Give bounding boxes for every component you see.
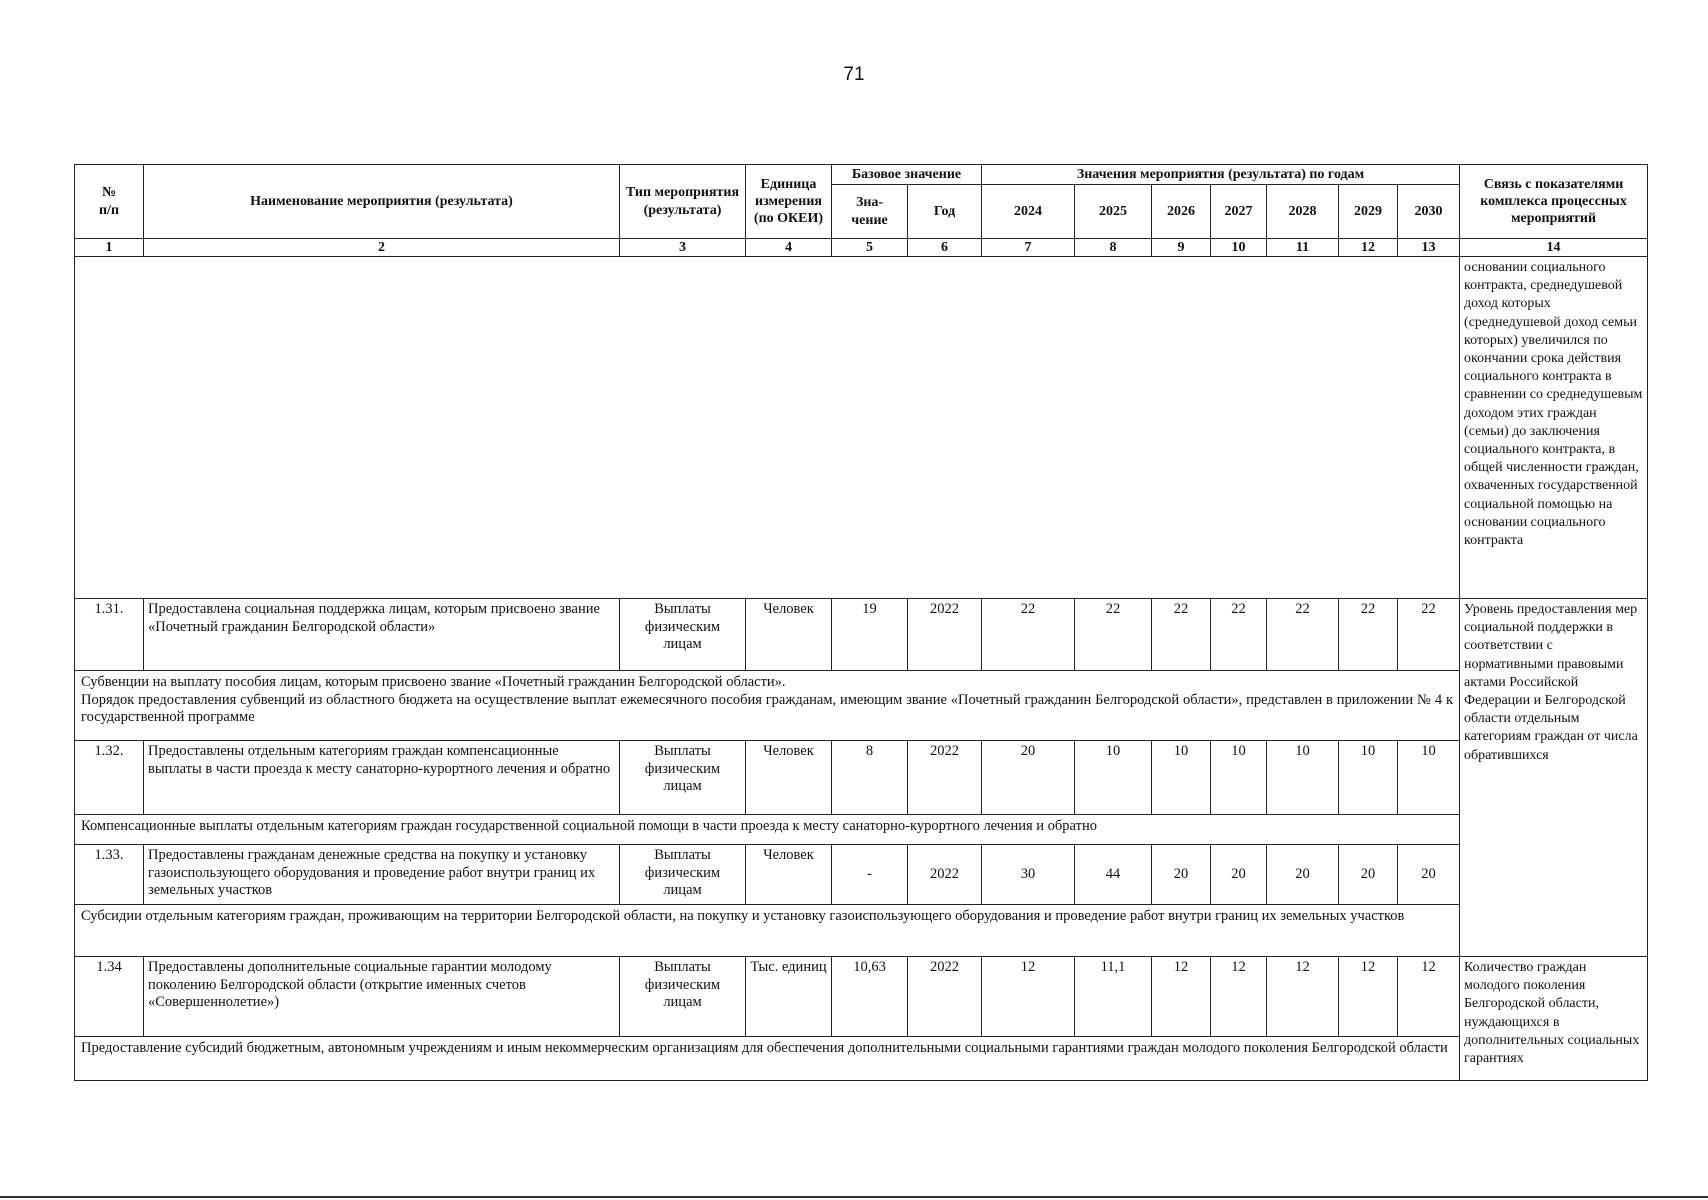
row-num: 1.34 [75, 957, 144, 1037]
row-base-year: 2022 [908, 741, 982, 815]
column-number: 13 [1398, 239, 1460, 257]
row-name: Предоставлены дополнительные социальные гарантии молодому поколению Белгородской области (открытие именных счетов «Совершеннолетие») [144, 957, 620, 1037]
row-value: 22 [1211, 599, 1267, 671]
header-years-group: Значения мероприятия (результата) по годам [982, 165, 1460, 185]
column-number: 3 [620, 239, 746, 257]
row-value: 20 [1267, 845, 1339, 905]
row-value: 10 [1267, 741, 1339, 815]
column-number: 9 [1152, 239, 1211, 257]
row-value: 22 [1339, 599, 1398, 671]
header-year: 2028 [1267, 185, 1339, 239]
header-base-year: Год [908, 185, 982, 239]
row-base-year: 2022 [908, 957, 982, 1037]
column-number: 7 [982, 239, 1075, 257]
header-year: 2027 [1211, 185, 1267, 239]
row-unit: Человек [746, 599, 832, 671]
row-name: Предоставлена социальная поддержка лицам, которым присвоено звание «Почетный гражданин Белгородской области» [144, 599, 620, 671]
table-row [75, 845, 1648, 905]
header-year: 2026 [1152, 185, 1211, 239]
column-number: 10 [1211, 239, 1267, 257]
row-value: 30 [982, 845, 1075, 905]
row-name: Предоставлены отдельным категориям граждан компенсационные выплаты в части проезда к месту санаторно-курортного лечения и обратно [144, 741, 620, 815]
column-number: 8 [1075, 239, 1152, 257]
row-description: Предоставление субсидий бюджетным, автономным учреждениям и иным некоммерческим организациям для обеспечения дополнительными социальными гарантиями граждан молодого поколения Белгородской области [75, 1037, 1460, 1081]
column-number: 2 [144, 239, 620, 257]
row-value: 22 [1075, 599, 1152, 671]
row-base-value: - [832, 845, 908, 905]
header-name: Наименование мероприятия (результата) [144, 165, 620, 239]
row-value: 10 [1211, 741, 1267, 815]
row-type: Выплаты физическим лицам [620, 957, 746, 1037]
link-group-2: Количество граждан молодого поколения Белгородской области, нуждающихся в дополнительных социальных гарантиях [1460, 957, 1648, 1081]
row-value: 44 [1075, 845, 1152, 905]
row-description: Компенсационные выплаты отдельным категориям граждан государственной социальной помощи в части проезда к месту санаторно-курортного лечения и обратно [75, 815, 1460, 845]
header-year: 2029 [1339, 185, 1398, 239]
blank-area [75, 257, 1460, 599]
link-continued: основании социального контракта, среднедушевой доход которых (среднедушевой доход семьи которых) увеличился по окончании срока действия социального контракта в сравнении со среднедушевым доходом этих граждан (семьи) до заключения социального контракта, в общей численности граждан, охваченных государственной социальной помощью на основании социального контракта [1460, 257, 1648, 599]
row-value: 20 [1398, 845, 1460, 905]
table-row [75, 957, 1648, 1037]
scan-edge-line [0, 1196, 1708, 1198]
row-base-value: 19 [832, 599, 908, 671]
column-number-row [75, 239, 1648, 257]
row-base-value: 10,63 [832, 957, 908, 1037]
row-num: 1.31. [75, 599, 144, 671]
row-num: 1.32. [75, 741, 144, 815]
row-type: Выплаты физическим лицам [620, 599, 746, 671]
header-unit: Единица измерения (по ОКЕИ) [746, 165, 832, 239]
header-year: 2024 [982, 185, 1075, 239]
page-number: 71 [843, 64, 865, 85]
row-value: 20 [1211, 845, 1267, 905]
column-number: 1 [75, 239, 144, 257]
row-value: 22 [1267, 599, 1339, 671]
column-number: 6 [908, 239, 982, 257]
row-value: 11,1 [1075, 957, 1152, 1037]
row-unit: Тыс. единиц [746, 957, 832, 1037]
row-value: 12 [982, 957, 1075, 1037]
row-unit: Человек [746, 741, 832, 815]
row-name: Предоставлены гражданам денежные средства на покупку и установку газоиспользующего оборудования и проведение работ внутри границ их земельных участков [144, 845, 620, 905]
row-value: 22 [982, 599, 1075, 671]
header-year: 2025 [1075, 185, 1152, 239]
header-num: № п/п [75, 165, 144, 239]
row-value: 20 [1339, 845, 1398, 905]
row-value: 10 [1398, 741, 1460, 815]
row-value: 10 [1075, 741, 1152, 815]
row-type: Выплаты физическим лицам [620, 845, 746, 905]
header-year: 2030 [1398, 185, 1460, 239]
row-description: Субвенции на выплату пособия лицам, которым присвоено звание «Почетный гражданин Белгородской области». Порядок предоставления субвенций из областного бюджета на осуществление выплат ежемесячного пособия гражданам, имеющим звание «Почетный гражданин Белгородской области», представлен в приложении № 4 к государственной программе [75, 671, 1460, 741]
description-row [75, 815, 1648, 845]
column-number: 5 [832, 239, 908, 257]
row-base-year: 2022 [908, 599, 982, 671]
table-row [75, 741, 1648, 815]
table-row [75, 599, 1648, 671]
row-value: 10 [1152, 741, 1211, 815]
row-num: 1.33. [75, 845, 144, 905]
column-number: 11 [1267, 239, 1339, 257]
header-link: Связь с показателями комплекса процессных мероприятий [1460, 165, 1648, 239]
header-base: Базовое значение [832, 165, 982, 185]
row-value: 12 [1211, 957, 1267, 1037]
column-number: 14 [1460, 239, 1648, 257]
row-value: 20 [1152, 845, 1211, 905]
row-value: 22 [1152, 599, 1211, 671]
row-value: 12 [1267, 957, 1339, 1037]
link-group-1: Уровень предоставления мер социальной поддержки в соответствии с нормативными правовыми актами Российской Федерации и Белгородской области отдельным категориям граждан от числа обратившихся [1460, 599, 1648, 957]
column-number: 12 [1339, 239, 1398, 257]
column-number: 4 [746, 239, 832, 257]
row-base-year: 2022 [908, 845, 982, 905]
measures-table [74, 164, 1648, 1081]
row-value: 12 [1398, 957, 1460, 1037]
row-type: Выплаты физическим лицам [620, 741, 746, 815]
description-row [75, 671, 1648, 741]
row-value: 12 [1339, 957, 1398, 1037]
row-unit: Человек [746, 845, 832, 905]
row-base-value: 8 [832, 741, 908, 815]
row-value: 20 [982, 741, 1075, 815]
row-value: 12 [1152, 957, 1211, 1037]
continuation-row [75, 257, 1648, 599]
row-value: 22 [1398, 599, 1460, 671]
row-description: Субсидии отдельным категориям граждан, проживающим на территории Белгородской области, на покупку и установку газоиспользующего оборудования и проведение работ внутри границ их земельных участков [75, 905, 1460, 957]
description-row [75, 1037, 1648, 1081]
header-base-value: Зна- чение [832, 185, 908, 239]
description-row [75, 905, 1648, 957]
header-type: Тип мероприятия (результата) [620, 165, 746, 239]
row-value: 10 [1339, 741, 1398, 815]
